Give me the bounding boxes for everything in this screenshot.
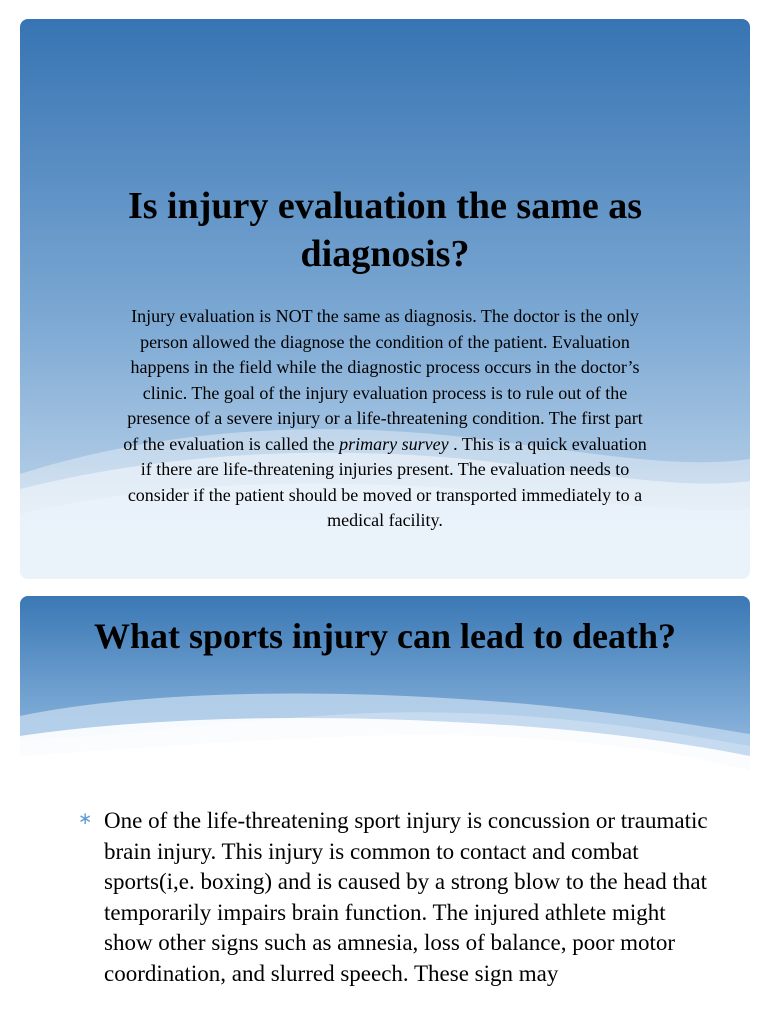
bullet-text: One of the life-threatening sport injury is concussion or traumatic brain injury. This injury is common to contact and combat sports(i,e. boxing) and is caused by a strong blow to the head that temporarily impairs brain function. The injured athlete might show other signs such as amnesia, loss of balance, poor motor coordination, and slurred speech. These sign may xyxy=(104,808,708,986)
slide-1 xyxy=(20,19,750,579)
slide-1-title: Is injury evaluation the same as diagnosis? xyxy=(127,185,643,275)
slide-1-body xyxy=(120,304,650,534)
bullet-marker-icon: ∗ xyxy=(78,809,93,829)
slide-2-title: What sports injury can lead to death? xyxy=(93,616,677,656)
body-text-part-2: . This is a quick evaluation if there are life-threatening injuries present. The evaluation needs to consider if the patient should be moved or transported immediately to a medical facility. xyxy=(127,433,647,530)
body-text-part-1: Injury evaluation is NOT the same as diagnosis. The doctor is the only person allowed the diagnose the condition of the patient. Evaluation happens in the field while the diagnostic process occurs in the doctor’s clinic. The goal of the injury evaluation process is to rule out of the presence of a severe injury or a life-threatening condition. The first part of the evaluation is called the xyxy=(123,306,643,454)
body-emphasis-primary-survey: primary survey xyxy=(339,433,449,454)
bullet-item xyxy=(78,806,718,989)
slide-2 xyxy=(20,596,750,1024)
